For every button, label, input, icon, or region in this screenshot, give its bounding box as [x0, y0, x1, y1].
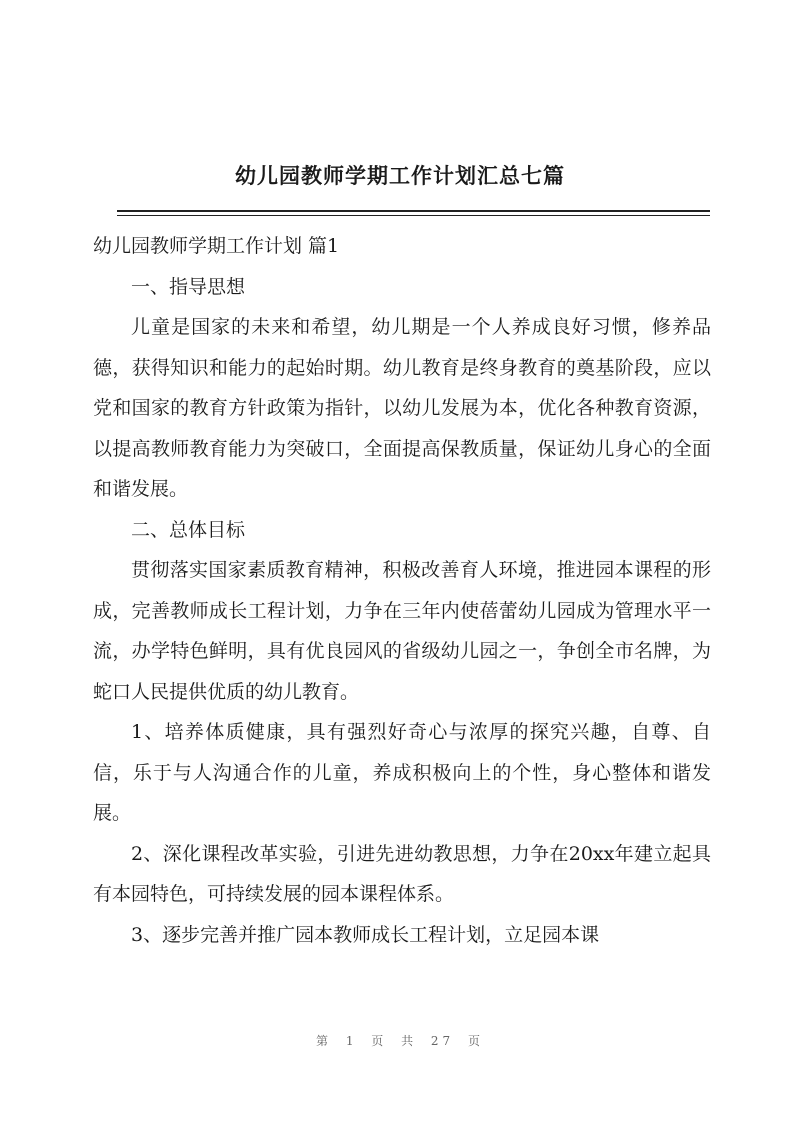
title-divider-thick	[117, 210, 710, 212]
title-divider-thin	[117, 215, 710, 216]
paragraph-overall-goals: 贯彻落实国家素质教育精神，积极改善育人环境，推进园本课程的形成，完善教师成长工程计划，力争在三年内使蓓蕾幼儿园成为管理水平一流，办学特色鲜明，具有优良园风的省级幼儿园之一，争创全市名牌，为蛇口人民提供优质的幼儿教育。	[93, 559, 711, 703]
subheading-overall-goals: 二、总体目标	[131, 518, 246, 541]
document-body	[93, 226, 711, 955]
paragraph-guiding-ideology: 儿童是国家的未来和希望，幼儿期是一个人养成良好习惯，修养品德，获得知识和能力的起始时期。幼儿教育是终身教育的奠基阶段，应以党和国家的教育方针政策为指针，以幼儿发展为本，优化各种教育资源，以提高教师教育能力为突破口，全面提高保教质量，保证幼儿身心的全面和谐发展。	[93, 316, 711, 500]
goal-item-3: 3、逐步完善并推广园本教师成长工程计划，立足园本课	[131, 923, 600, 946]
goal-item-1: 1、培养体质健康，具有强烈好奇心与浓厚的探究兴趣，自尊、自信，乐于与人沟通合作的儿童，养成积极向上的个性，身心整体和谐发展。	[93, 721, 711, 824]
section-heading: 幼儿园教师学期工作计划 篇1	[93, 235, 340, 257]
document-title: 幼儿园教师学期工作计划汇总七篇	[235, 163, 565, 188]
subheading-guiding-ideology: 一、指导思想	[131, 275, 246, 298]
page-number-footer: 第 1 页 共 27 页	[316, 1034, 484, 1048]
goal-item-2: 2、深化课程改革实验，引进先进幼教思想，力争在20xx年建立起具有本园特色，可持续发展的园本课程体系。	[93, 842, 711, 905]
